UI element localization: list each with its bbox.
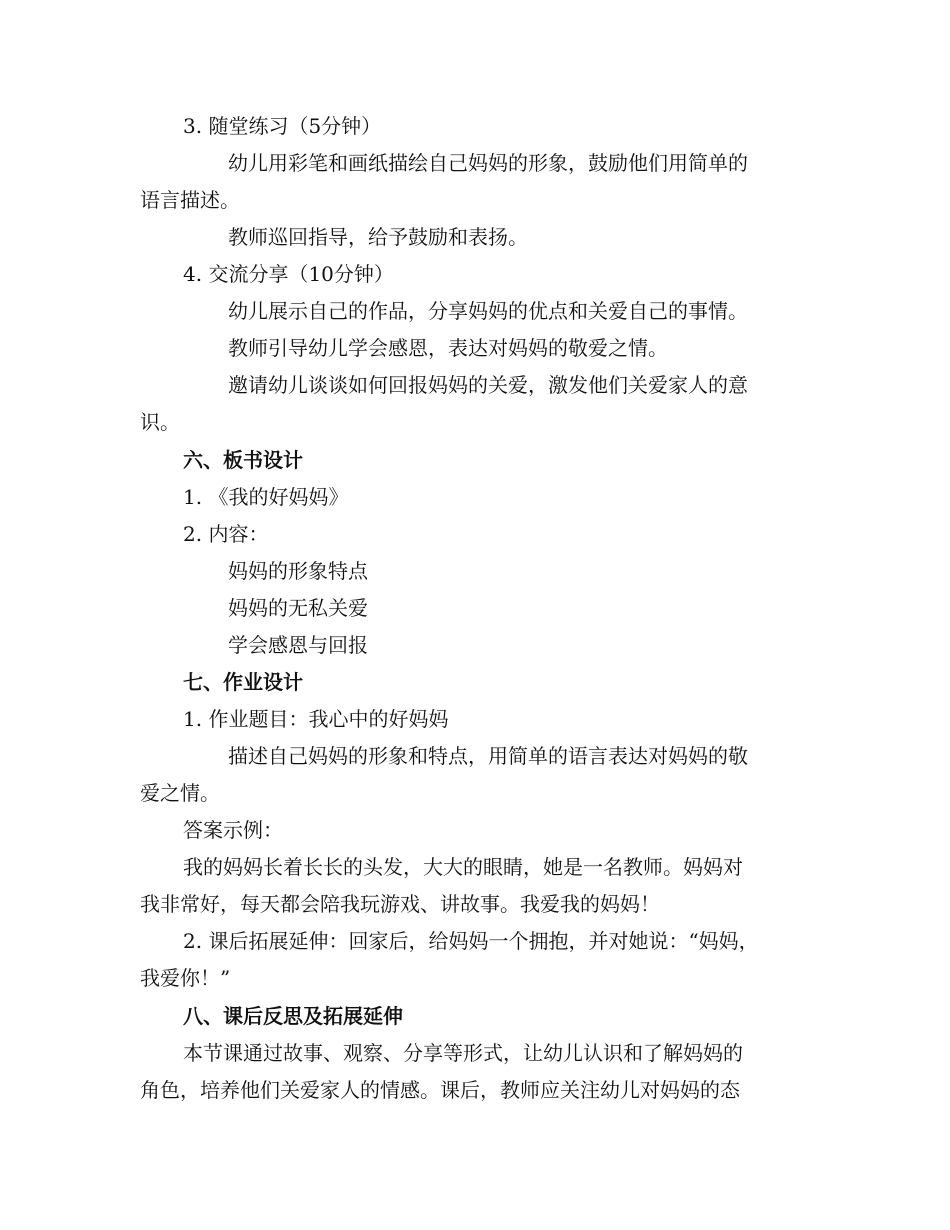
section-item-3-practice: 3. 随堂练习（5分钟） <box>183 114 382 138</box>
paragraph-line: 识。 <box>140 410 180 434</box>
list-item: 1. 《我的好妈妈》 <box>183 485 349 509</box>
sub-list-item: 学会感恩与回报 <box>228 633 368 657</box>
paragraph-line: 邀请幼儿谈谈如何回报妈妈的关爱，激发他们关爱家人的意 <box>228 373 748 397</box>
paragraph-line: 教师巡回指导，给予鼓励和表扬。 <box>228 225 528 249</box>
section-heading-reflection: 八、课后反思及拓展延伸 <box>183 1004 403 1028</box>
paragraph-line: 我非常好，每天都会陪我玩游戏、讲故事。我爱我的妈妈！ <box>140 892 660 916</box>
paragraph-line: 本节课通过故事、观察、分享等形式，让幼儿认识和了解妈妈的 <box>183 1041 743 1065</box>
paragraph-line: 幼儿展示自己的作品，分享妈妈的优点和关爱自己的事情。 <box>228 299 748 323</box>
answer-label: 答案示例： <box>183 818 283 842</box>
list-item: 2. 内容： <box>183 522 269 546</box>
paragraph-line: 语言描述。 <box>140 188 240 212</box>
paragraph-line: 爱之情。 <box>140 781 220 805</box>
list-item: 2. 课后拓展延伸：回家后，给妈妈一个拥抱，并对她说：“妈妈， <box>183 929 759 953</box>
paragraph-line: 幼儿用彩笔和画纸描绘自己妈妈的形象，鼓励他们用简单的 <box>228 151 748 175</box>
paragraph-line: 角色，培养他们关爱家人的情感。课后，教师应关注幼儿对妈妈的态 <box>140 1078 740 1102</box>
section-item-4-share: 4. 交流分享（10分钟） <box>183 262 394 286</box>
paragraph-line: 教师引导幼儿学会感恩，表达对妈妈的敬爱之情。 <box>228 336 668 360</box>
sub-list-item: 妈妈的形象特点 <box>228 559 368 583</box>
section-heading-board-design: 六、板书设计 <box>183 448 303 472</box>
list-item: 1. 作业题目：我心中的好妈妈 <box>183 707 449 731</box>
paragraph-line: 描述自己妈妈的形象和特点，用简单的语言表达对妈妈的敬 <box>228 744 748 768</box>
sub-list-item: 妈妈的无私关爱 <box>228 596 368 620</box>
paragraph-line: 我爱你！” <box>140 966 231 990</box>
section-heading-homework: 七、作业设计 <box>183 670 303 694</box>
paragraph-line: 我的妈妈长着长长的头发，大大的眼睛，她是一名教师。妈妈对 <box>183 855 743 879</box>
